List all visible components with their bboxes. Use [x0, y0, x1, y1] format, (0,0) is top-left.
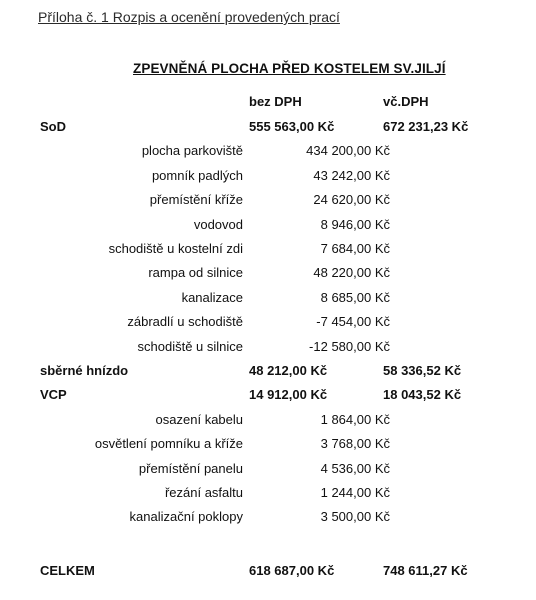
item-row — [0, 192, 536, 212]
item-value: 4 536,00 Kč — [320, 461, 390, 476]
item-label: kanalizace — [181, 290, 243, 305]
item-label: přemístění kříže — [149, 192, 243, 207]
item-row — [0, 412, 536, 432]
item-row — [0, 217, 536, 237]
section-row — [0, 387, 536, 407]
total-bez-dph: 618 687,00 Kč — [249, 563, 335, 578]
document-title: ZPEVNĚNÁ PLOCHA PŘED KOSTELEM SV.JILJÍ — [133, 61, 446, 76]
item-label: osazení kabelu — [155, 412, 243, 427]
section-row — [0, 119, 536, 139]
section-vc-dph: 672 231,23 Kč — [383, 119, 469, 134]
section-label: sběrné hnízdo — [40, 363, 129, 378]
item-label: schodiště u silnice — [137, 339, 243, 354]
item-row — [0, 339, 536, 359]
column-header-vc-dph: vč.DPH — [383, 94, 429, 109]
total-vc-dph: 748 611,27 Kč — [383, 563, 468, 578]
item-label: schodiště u kostelní zdi — [108, 241, 243, 256]
section-label: VCP — [40, 387, 67, 402]
section-vc-dph: 18 043,52 Kč — [383, 387, 462, 402]
item-value: 8 946,00 Kč — [320, 217, 390, 232]
item-row — [0, 168, 536, 188]
item-value: 434 200,00 Kč — [306, 143, 390, 158]
item-value: 8 685,00 Kč — [320, 290, 390, 305]
item-value: 7 684,00 Kč — [320, 241, 390, 256]
item-row — [0, 290, 536, 310]
item-label: plocha parkoviště — [141, 143, 243, 158]
column-header-bez-dph: bez DPH — [249, 94, 302, 109]
item-row — [0, 265, 536, 285]
item-value: 1 864,00 Kč — [320, 412, 390, 427]
item-row — [0, 509, 536, 529]
item-value: -7 454,00 Kč — [316, 314, 390, 329]
total-row — [0, 563, 536, 583]
item-label: pomník padlých — [151, 168, 243, 183]
item-value: 1 244,00 Kč — [320, 485, 390, 500]
section-bez-dph: 555 563,00 Kč — [249, 119, 335, 134]
item-value: -12 580,00 Kč — [309, 339, 390, 354]
section-label: SoD — [40, 119, 66, 134]
item-row — [0, 143, 536, 163]
item-row — [0, 485, 536, 505]
total-label: CELKEM — [40, 563, 95, 578]
item-value: 3 768,00 Kč — [320, 436, 390, 451]
item-row — [0, 314, 536, 334]
section-bez-dph: 14 912,00 Kč — [249, 387, 328, 402]
item-row — [0, 461, 536, 481]
item-label: osvětlení pomníku a kříže — [94, 436, 243, 451]
item-label: zábradlí u schodiště — [127, 314, 243, 329]
item-row — [0, 436, 536, 456]
item-label: kanalizační poklopy — [129, 509, 243, 524]
item-label: vodovod — [193, 217, 243, 232]
section-bez-dph: 48 212,00 Kč — [249, 363, 328, 378]
attachment-header: Příloha č. 1 Rozpis a ocenění provedených prací — [38, 9, 340, 25]
item-label: rampa od silnice — [148, 265, 243, 280]
item-value: 43 242,00 Kč — [313, 168, 390, 183]
item-value: 3 500,00 Kč — [320, 509, 390, 524]
item-value: 24 620,00 Kč — [313, 192, 390, 207]
item-label: přemístění panelu — [138, 461, 243, 476]
section-vc-dph: 58 336,52 Kč — [383, 363, 462, 378]
item-row — [0, 241, 536, 261]
section-row — [0, 363, 536, 383]
item-value: 48 220,00 Kč — [313, 265, 390, 280]
item-label: řezání asfaltu — [164, 485, 243, 500]
